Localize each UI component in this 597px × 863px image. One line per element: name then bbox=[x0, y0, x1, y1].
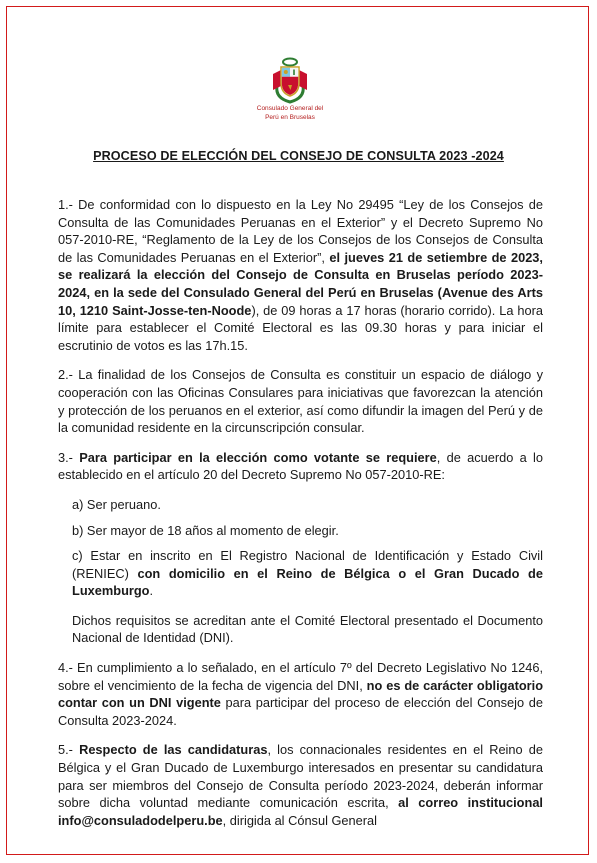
requirements-note: Dichos requisitos se acreditan ante el Comité Electoral presentado el Documento Nacional de Identidad (DNI). bbox=[72, 612, 543, 646]
p3-text-2: , de acuerdo a lo establecido en el artículo 20 del Decreto Supremo No 057-2010-RE: bbox=[58, 449, 543, 483]
p4-text-1: 4.- En cumplimiento a lo señalado, en el artículo 7º del Decreto Legislativo No 1246, sobre el vencimiento de la fecha de vigencia del DNI, bbox=[58, 660, 543, 693]
requirement-c bbox=[72, 547, 543, 600]
p3-text-1: 3.- bbox=[58, 449, 80, 465]
p5-text-3: , dirigida al Cónsul General bbox=[222, 812, 377, 828]
p3-bold-1: Para participar en la elección como votante se requiere bbox=[79, 449, 437, 465]
requirement-a: a) Ser peruano. bbox=[72, 496, 161, 512]
paragraph-3 bbox=[58, 449, 543, 484]
paragraph-2 bbox=[58, 366, 543, 436]
p1-text-1: 1.- De conformidad con lo dispuesto en la Ley No 29495 “Ley de los Consejos de Consulta de las Comunidades Peruanas en el Exterior” y el Decreto Supremo No 057-2010-RE, “Reglamento de la Ley de los Consejos de los Consejos de Consulta de las Comunidades Peruanas en el Exterior”, bbox=[58, 197, 543, 265]
peru-coat-of-arms-icon bbox=[271, 56, 309, 104]
paragraph-4 bbox=[58, 659, 543, 729]
p2-text-1: 2.- La finalidad de los Consejos de Consulta es constituir un espacio de diálogo y cooperación con las Oficinas Consulares para iniciativas que favorezcan la atención y protección de los peruanos en el exterior, así como difundir la imagen del Perú y de la comunidad residente en la circunscripción consular. bbox=[58, 367, 543, 436]
p4-text-2: para participar del proceso de elección del Consejo de Consulta 2023-2024. bbox=[58, 695, 543, 728]
req-c-text-2: . bbox=[149, 583, 154, 599]
p5-text-2: , los connacionales residentes en el Reino de Bélgica y el Gran Ducado de Luxemburgo interesados en presentar su candidatura para ser miembros del Consejo de Consulta período 2023-2024, deberán informar sobre dicha voluntad mediante comunicación escrita, bbox=[58, 742, 543, 811]
p1-bold-1: el jueves 21 de setiembre de 2023, se realizará la elección del Consejo de Consulta en Bruselas período 2023-2024, en la sede del Consulado General del Perú en Bruselas (Avenue des Arts 10, 1210 Saint-Josse-ten-Noode bbox=[58, 249, 543, 318]
req-c-bold-1: con domicilio en el Reino de Bélgica o el Gran Ducado de Luxemburgo bbox=[72, 565, 543, 599]
p1-text-2: ), de 09 horas a 17 horas (horario corrido). La hora límite para establecer el Comité Electoral es las 09.30 horas y para iniciar el escrutinio de votos es las 17h.15. bbox=[58, 302, 544, 353]
logo-caption-line1: Consulado General del bbox=[256, 105, 324, 112]
requirement-b: b) Ser mayor de 18 años al momento de elegir. bbox=[72, 522, 339, 538]
p5-text-1: 5.- bbox=[58, 742, 80, 758]
paragraph-1 bbox=[58, 196, 543, 354]
document-body bbox=[58, 196, 543, 841]
document-title: PROCESO DE ELECCIÓN DEL CONSEJO DE CONSULTA 2023 -2024 bbox=[93, 149, 504, 163]
consulate-logo bbox=[254, 56, 326, 122]
p4-bold-1: no es de carácter obligatorio contar con un DNI vigente bbox=[58, 677, 544, 711]
paragraph-5 bbox=[58, 741, 543, 829]
req-c-text-1: c) Estar en inscrito en El Registro Nacional de Identificación y Estado Civil (RENIEC) bbox=[72, 548, 543, 581]
p5-bold-2: al correo institucional info@consuladodelperu.be bbox=[58, 795, 543, 828]
logo-caption-line2: Perú en Bruselas bbox=[265, 114, 315, 121]
p5-bold-1: Respecto de las candidaturas bbox=[79, 742, 268, 758]
